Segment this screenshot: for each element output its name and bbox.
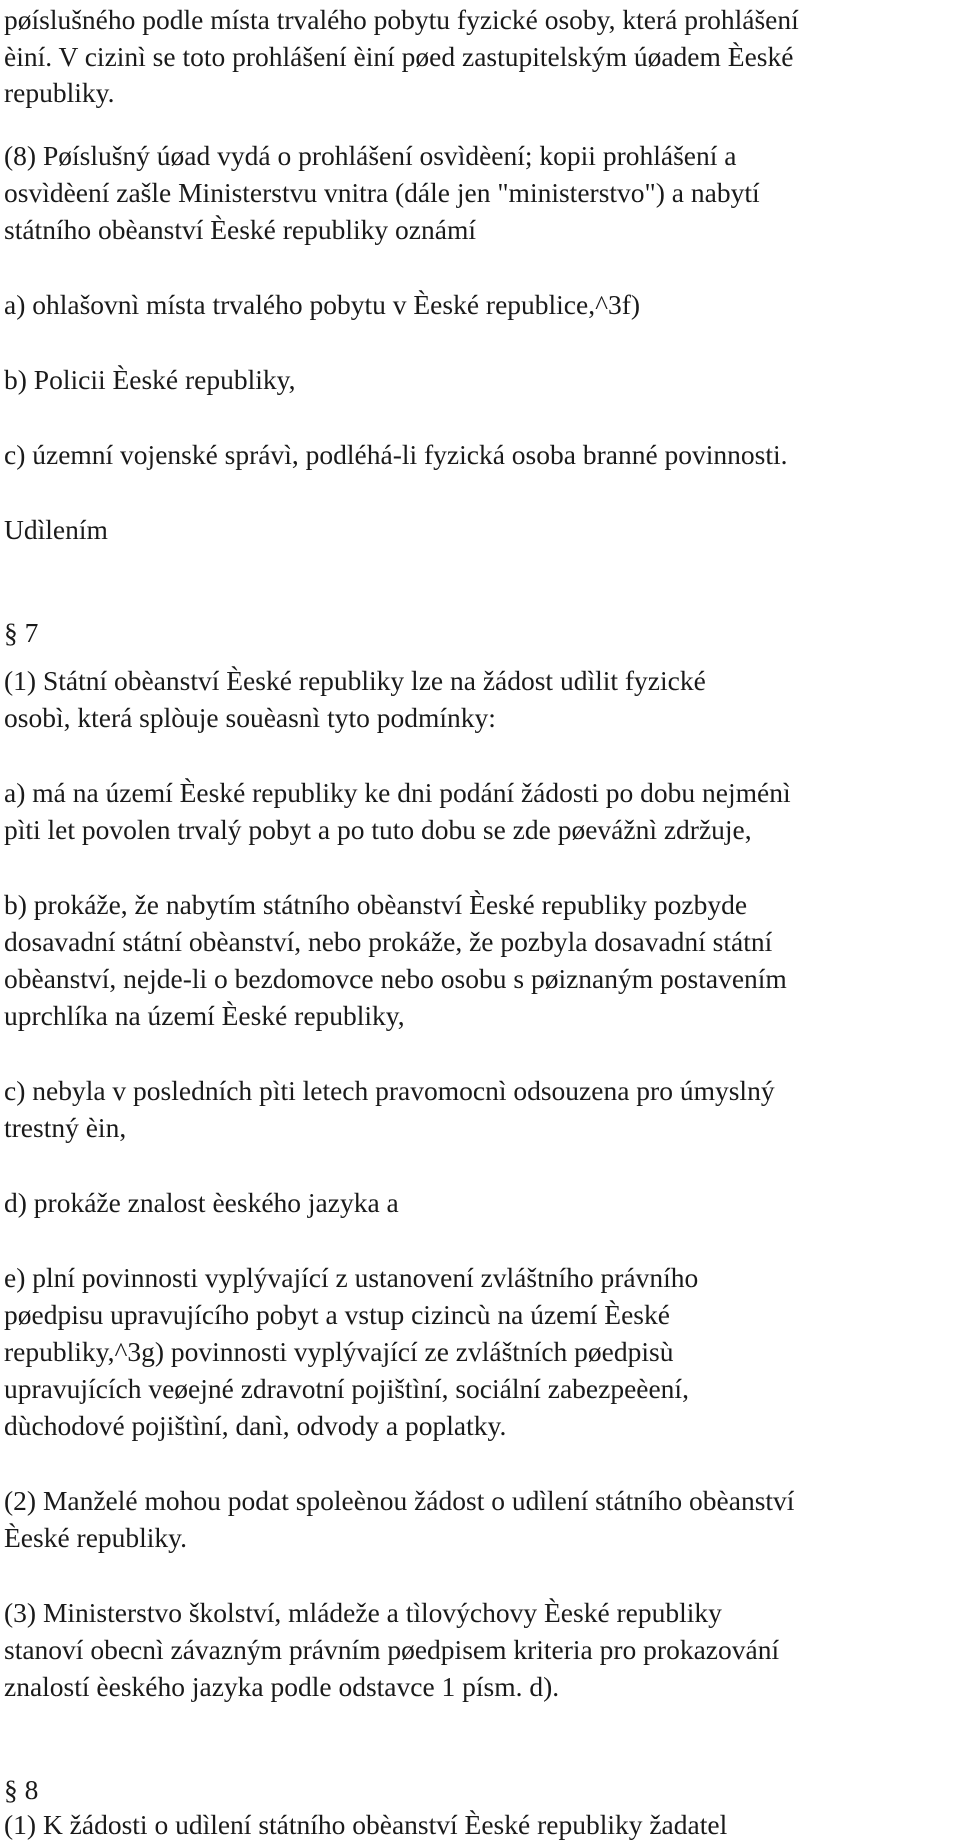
text-line: pøedpisu upravujícího pobyt a vstup cizincù na území Èeské <box>4 1299 670 1330</box>
text-line: uprchlíka na území Èeské republiky, <box>4 1000 405 1031</box>
text-line: d) prokáže znalost èeského jazyka a <box>4 1187 399 1218</box>
text-line: pìti let povolen trvalý pobyt a po tuto dobu se zde pøevážnì zdržuje, <box>4 814 752 845</box>
text-line: a) má na území Èeské republiky ke dni podání žádosti po dobu nejménì <box>4 777 791 808</box>
text-line: dosavadní státní obèanství, nebo prokáže, že pozbyla dosavadní státní <box>4 926 773 957</box>
text-line: c) nebyla v posledních pìti letech pravomocnì odsouzena pro úmyslný <box>4 1075 775 1106</box>
text-line: upravujících veøejné zdravotní pojištìní, sociální zabezpeèení, <box>4 1373 689 1404</box>
section-heading: § 8 <box>4 1773 39 1805</box>
text-line: osvìdèení zašle Ministerstvu vnitra (dále jen "ministerstvo") a nabytí <box>4 177 760 208</box>
text-line: (3) Ministerstvo školství, mládeže a tìlovýchovy Èeské republiky <box>4 1597 722 1628</box>
text-line: èiní. V cizinì se toto prohlášení èiní pøed zastupitelským úøadem Èeské <box>4 41 794 72</box>
text-line: c) územní vojenské správì, podléhá-li fyzická osoba branné povinnosti. <box>4 439 788 470</box>
text-line: (1) K žádosti o udìlení státního obèanství Èeské republiky žadatel <box>4 1809 728 1840</box>
text-line: b) prokáže, že nabytím státního obèanství Èeské republiky pozbyde <box>4 889 748 920</box>
text-line: e) plní povinnosti vyplývající z ustanovení zvláštního právního <box>4 1262 699 1293</box>
text-line: stanoví obecnì závazným právním pøedpisem kriteria pro prokazování <box>4 1634 780 1665</box>
text-line: dùchodové pojištìní, danì, odvody a poplatky. <box>4 1410 507 1441</box>
text-line: pøíslušného podle místa trvalého pobytu fyzické osoby, která prohlášení <box>4 4 799 35</box>
text-line: republiky,^3g) povinnosti vyplývající ze zvláštních pøedpisù <box>4 1336 674 1367</box>
text-line: republiky. <box>4 77 115 108</box>
text-line: (1) Státní obèanství Èeské republiky lze na žádost udìlit fyzické <box>4 665 706 696</box>
text-line: obèanství, nejde-li o bezdomovce nebo osobu s pøiznaným postavením <box>4 963 787 994</box>
text-line: znalostí èeského jazyka podle odstavce 1 písm. d). <box>4 1671 560 1702</box>
section-heading: § 7 <box>4 616 39 648</box>
text-line: Èeské republiky. <box>4 1522 188 1553</box>
text-line: Udìlením <box>4 514 108 545</box>
text-line: státního obèanství Èeské republiky oznámí <box>4 214 476 245</box>
text-line: trestný èin, <box>4 1112 127 1143</box>
text-line: a) ohlašovnì místa trvalého pobytu v Èeské republice,^3f) <box>4 289 641 320</box>
text-line: b) Policii Èeské republiky, <box>4 364 296 395</box>
text-line: (2) Manželé mohou podat spoleènou žádost o udìlení státního obèanství <box>4 1485 795 1516</box>
text-line: osobì, která splòuje souèasnì tyto podmínky: <box>4 702 496 733</box>
text-line: (8) Pøíslušný úøad vydá o prohlášení osvìdèení; kopii prohlášení a <box>4 140 737 171</box>
